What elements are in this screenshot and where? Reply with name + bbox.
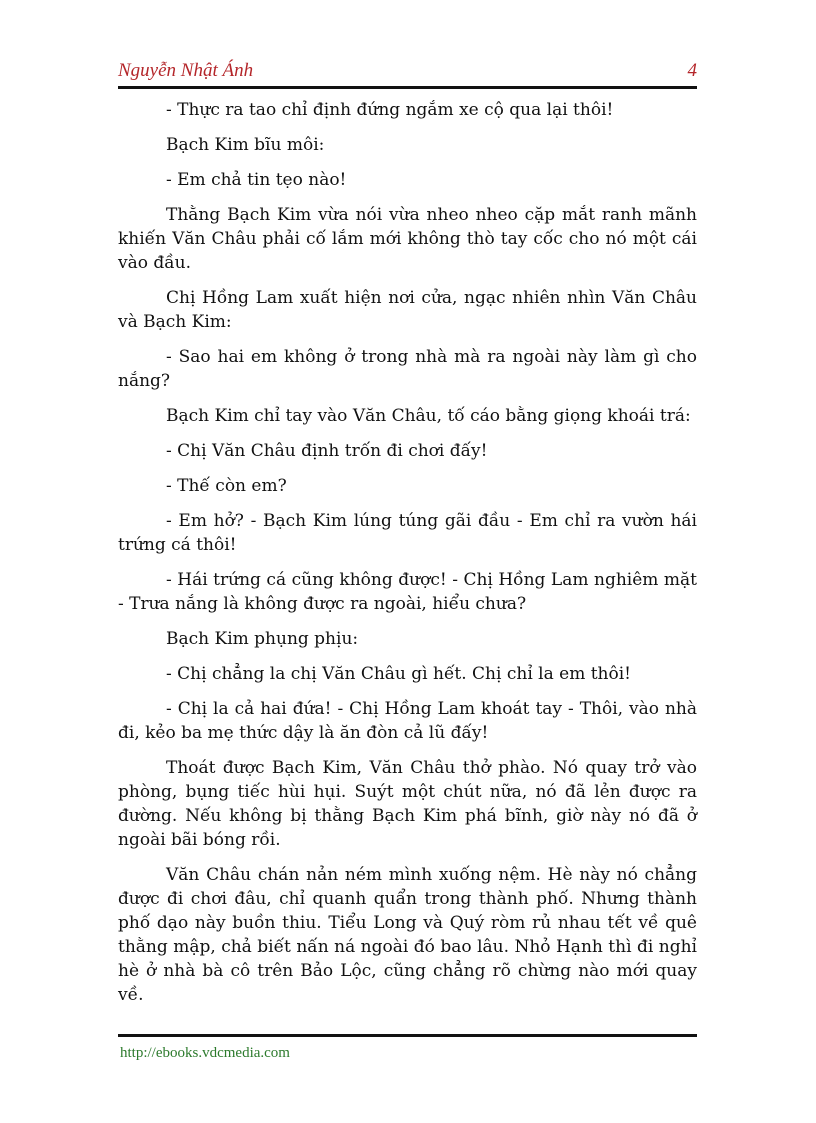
paragraph: - Chị Văn Châu định trốn đi chơi đấy! <box>166 441 488 461</box>
paragraph: - Thế còn em? <box>166 476 287 496</box>
footer-divider <box>118 1034 697 1037</box>
paragraph: Bạch Kim chỉ tay vào Văn Châu, tố cáo bằng giọng khoái trá: <box>166 406 691 426</box>
page-number: 4 <box>687 60 697 81</box>
story-text <box>118 98 697 1018</box>
paragraph: - Chị chẳng la chị Văn Châu gì hết. Chị chỉ la em thôi! <box>166 664 632 684</box>
author-name: Nguyễn Nhật Ánh <box>118 60 254 81</box>
paragraph: Bạch Kim phụng phịu: <box>166 629 359 649</box>
paragraph: - Em hở? - Bạch Kim lúng túng gãi đầu - Em chỉ ra vườn hái trứng cá thôi! <box>118 511 697 555</box>
paragraph: Bạch Kim bĩu môi: <box>166 135 325 155</box>
paragraph: Chị Hồng Lam xuất hiện nơi cửa, ngạc nhiên nhìn Văn Châu và Bạch Kim: <box>118 288 697 332</box>
page-header <box>118 60 697 89</box>
paragraph: - Hái trứng cá cũng không được! - Chị Hồng Lam nghiêm mặt - Trưa nắng là không được ra ngoài, hiểu chưa? <box>118 570 697 614</box>
source-url-link[interactable]: http://ebooks.vdcmedia.com <box>120 1045 290 1061</box>
paragraph: - Sao hai em không ở trong nhà mà ra ngoài này làm gì cho nắng? <box>118 347 697 391</box>
paragraph: Văn Châu chán nản ném mình xuống nệm. Hè này nó chẳng được đi chơi đâu, chỉ quanh quẩn trong thành phố. Nhưng thành phố dạo này buồn thiu. Tiểu Long và Quý ròm rủ nhau tết về quê thằng mập, chả biết nấn ná ngoài đó bao lâu. Nhỏ Hạnh thì đi nghỉ hè ở nhà bà cô trên Bảo Lộc, cũng chẳng rõ chừng nào mới quay về. <box>118 865 697 1005</box>
paragraph: Thằng Bạch Kim vừa nói vừa nheo nheo cặp mắt ranh mãnh khiến Văn Châu phải cố lắm mới không thò tay cốc cho nó một cái vào đầu. <box>118 205 697 273</box>
paragraph: - Chị la cả hai đứa! - Chị Hồng Lam khoát tay - Thôi, vào nhà đi, kẻo ba mẹ thức dậy là ăn đòn cả lũ đấy! <box>118 699 697 743</box>
paragraph: - Em chả tin tẹo nào! <box>166 170 347 190</box>
paragraph: - Thực ra tao chỉ định đứng ngắm xe cộ qua lại thôi! <box>166 100 614 120</box>
paragraph: Thoát được Bạch Kim, Văn Châu thở phào. Nó quay trở vào phòng, bụng tiếc hùi hụi. Suýt một chút nữa, nó đã lẻn được ra đường. Nếu không bị thằng Bạch Kim phá bĩnh, giờ này nó đã ở ngoài bãi bóng rồi. <box>118 758 697 850</box>
